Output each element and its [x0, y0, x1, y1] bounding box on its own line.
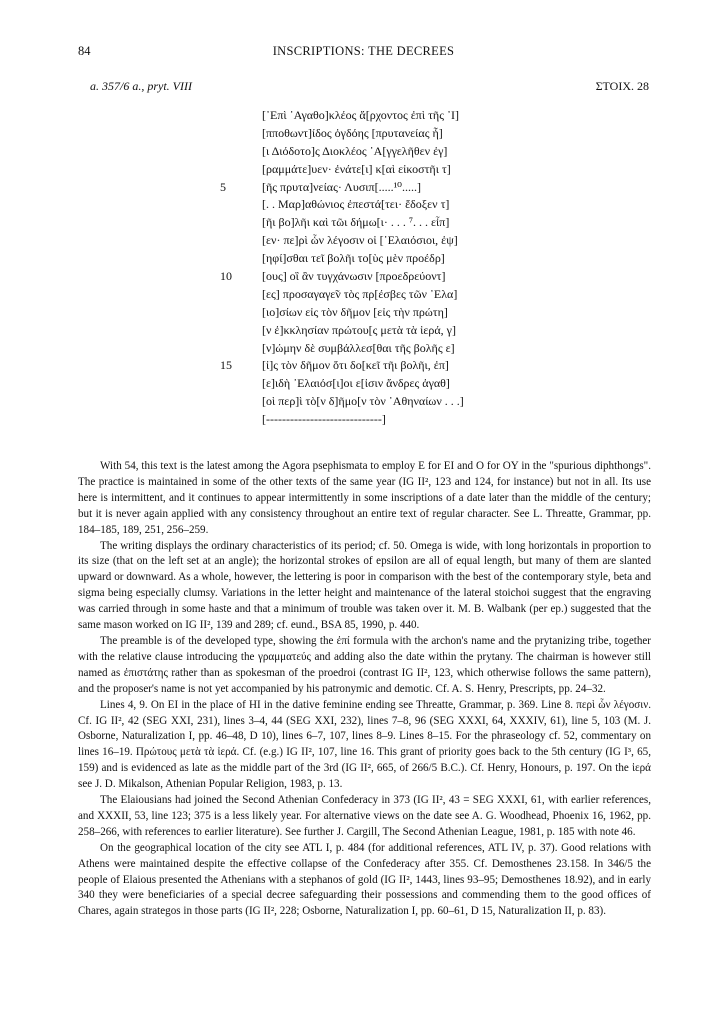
line-text: [εν· πε]ρὶ ὧν λέγοσιν οἱ [᾿Ελαιόσιοι, ἐψ] [262, 233, 458, 248]
line-number: 10 [220, 269, 232, 284]
commentary-paragraph: The preamble is of the developed type, showing the ἐπί formula with the archon's name and the prytanizing tribe, together with the relative clause introducing the γραμματεύς and adding also the date within the prytany. The chairman is however still named as ἐπιστάτης rather than as spokesman of the proedroi (contrast IG II², 123, which otherwise follows the same pattern), and the proposer's name is not yet accompanied by his patronymic and demotic. Cf. A. S. Henry, Prescripts, pp. 24–32. [78, 634, 651, 695]
commentary-paragraph: The writing displays the ordinary characteristics of its period; cf. 50. Omega is wide, with long horizontals in proportion to its size (that on the left set at an angle); the horizontal strokes of epsilon are all of equal length, but many of them are slanted upward or downward. As a whole, however, the lettering is poor in comparison with the best of the contemporary style, beta and sigma being especially clumsy. Variations in the letter height and maintenance of the lateral stoichoi suggest that the engraving was carried through in some haste and that a minimum of trouble was taken over it. M. B. Walbank (per ep.) suggested that the same mason worked on IG II², 139 and 289; cf. eund., BSA 85, 1990, p. 440. [78, 539, 651, 632]
line-text: [ηφί]σθαι τεῖ βολῆι το[ὺς μὲν προέδρ] [262, 251, 445, 266]
inscription-line [232, 125, 572, 143]
line-number: 5 [220, 179, 226, 194]
inscription-line [232, 250, 572, 268]
commentary [78, 459, 651, 920]
line-text: [. . Μαρ]αθώνιος ἐπεστά[τει· ἔδοξεν τ] [262, 197, 450, 212]
inscription-line [232, 286, 572, 304]
commentary-paragraph: With 54, this text is the latest among the Agora psephismata to employ E for EI and O for OΥ in the "spurious diphthongs". The practice is maintained in some of the other texts of the same year (IG II², 123 and 124, for instance) but not in all. Its use here is intermittent, and it continues to appear intermittently in some inscriptions of a date later than the middle of the century; but it is never again applied with any consistency throughout an entire text of regular character. See L. Threatte, Grammar, pp. 184–185, 189, 251, 256–259. [78, 460, 651, 536]
line-text: [᾿Επὶ ᾿Αγαθο]κλέος ἄ[ρχοντος ἐπὶ τῆς ᾿Ι] [262, 108, 459, 122]
line-text: [ν ἐ]κκλησίαν πρώτου[ς μετὰ τὰ ἱερά, γ] [262, 322, 456, 337]
running-title: INSCRIPTIONS: THE DECREES [272, 44, 455, 58]
line-text: [ι Διόδοτο]ς Διοκλέος ᾿Α[γγελῆθεν ἐγ] [262, 143, 448, 158]
line-text: [-----------------------------] [262, 412, 386, 427]
inscription-line [232, 214, 572, 232]
line-text: [ε]ιδὴ ᾿Ελαιόσ[ι]οι ε[ἰσιν ἄνδρες ἀγαθ] [262, 376, 450, 391]
inscription-line [232, 304, 572, 322]
inscription-line [232, 143, 572, 161]
inscription-line [232, 232, 572, 250]
commentary-paragraph: On the geographical location of the city see ATL I, p. 484 (for additional references, ATL IV, p. 37). Good relations with Athens were maintained despite the effective collapse of the Confederacy after 355. Cf. Demosthenes 23.158. In 346/5 the people of Elaious presented the Athenians with a stephanos of gold (IG II², 1443, lines 93–95; Demosthenes 18.92), and in early 340 they were beneficiaries of a special decree safeguarding their possessions and commending them to the good offices of Chares, again strategos in those parts (IG II², 228; Osborne, Naturalization I, pp. 60–61, D 15, Naturalization II, p. 83). [78, 841, 651, 918]
line-text: [ἰ]ς τὸν δῆμον ὅτι δο[κεῖ τῆι βολῆι, ἐπ] [262, 358, 449, 373]
inscription-text [220, 107, 572, 429]
inscription-line [232, 322, 572, 340]
inscription-date: a. 357/6 a., pryt. VIII [90, 79, 192, 93]
inscription-line [220, 357, 572, 375]
line-text: [ους] οἳ ἂν τυγχάνωσιν [προεδρεύοντ] [262, 269, 446, 284]
inscription-heading [90, 79, 649, 95]
inscription-line [232, 107, 572, 125]
page-header [78, 44, 649, 60]
inscription-line [232, 161, 572, 179]
line-text: [πποθωντ]ίδος ὀγδόης [πρυτανείας ἧ] [262, 125, 443, 140]
line-text: [ῆι βο]λῆι καὶ τῶι δήμω[ι· . . . ⁷. . . εἶπ] [262, 215, 450, 230]
inscription-line [232, 340, 572, 358]
commentary-paragraph: The Elaiousians had joined the Second Athenian Confederacy in 373 (IG II², 43 = SEG XXXI, 61, with earlier references, and XXXII, 53, line 123; 375 is a less likely year. For alternative views on the date see A. G. Woodhead, Phoenix 16, 1962, pp. 258–266, with references to earlier literature). See further J. Cargill, The Second Athenian League, 1981, p. 185 with note 46. [78, 794, 651, 838]
line-text: [ν]ώμην δὲ συμβάλλεσ[θαι τῆς βολῆς ε] [262, 340, 455, 355]
inscription-line [232, 393, 572, 411]
line-number: 15 [220, 358, 232, 373]
line-text: [ιο]σίων εἰς τὸν δῆμον [εἰς τὴν πρώτη] [262, 304, 448, 319]
line-text: [ες] προσαγαγε̃ν τὸς πρ[έσβες τῶν ᾿Ελα] [262, 286, 458, 301]
commentary-paragraph: Lines 4, 9. On EI in the place of HI in the dative feminine ending see Threatte, Grammar, p. 369. Line 8. περὶ ὧν λέγοσιν. Cf. IG II², 42 (SEG XXI, 231), lines 3–4, 44 (SEG XXI, 232), lines 7–8, 96 (SEG XXXI, 64, XXXIV, 61), line 5, 103 (M. J. Osborne, Naturalization I, pp. 46–48, D 10), lines 6–7, 107, lines 8–9. Lines 8–15. For the phraseology cf. 52, commentary on lines 16–19. Πρώτους μετὰ τὰ ἱερά. Cf. (e.g.) IG II², 107, line 16. This grant of priority goes back to the 5th century (IG I³, 65, 159) and is evidenced as late as the middle part of the 3rd (IG II², 665, of 266/5 B.C.). Cf. Henry, Honours, p. 197. On the ἱερά see J. D. Mikalson, Athenian Popular Religion, 1983, p. 13. [78, 698, 651, 791]
page-number: 84 [78, 44, 91, 58]
line-text: [οὶ περ]ὶ τὸ[ν δ]ῆμο[ν τὸν ᾿Αθηναίων . . .] [262, 394, 464, 409]
line-text: [ῆς πρυτα]νείας· Λυσιπ[.....¹⁰.....] [262, 179, 421, 194]
inscription-line [220, 179, 572, 197]
stoichedon-label: ΣΤΟΙΧ. 28 [595, 79, 649, 93]
line-text: [ραμμάτε]υεν· ἐνάτε[ι] κ[αὶ εἰκοστῆι τ] [262, 161, 451, 176]
inscription-line [220, 268, 572, 286]
inscription-line [232, 196, 572, 214]
inscription-line [232, 375, 572, 393]
inscription-line [232, 411, 572, 429]
